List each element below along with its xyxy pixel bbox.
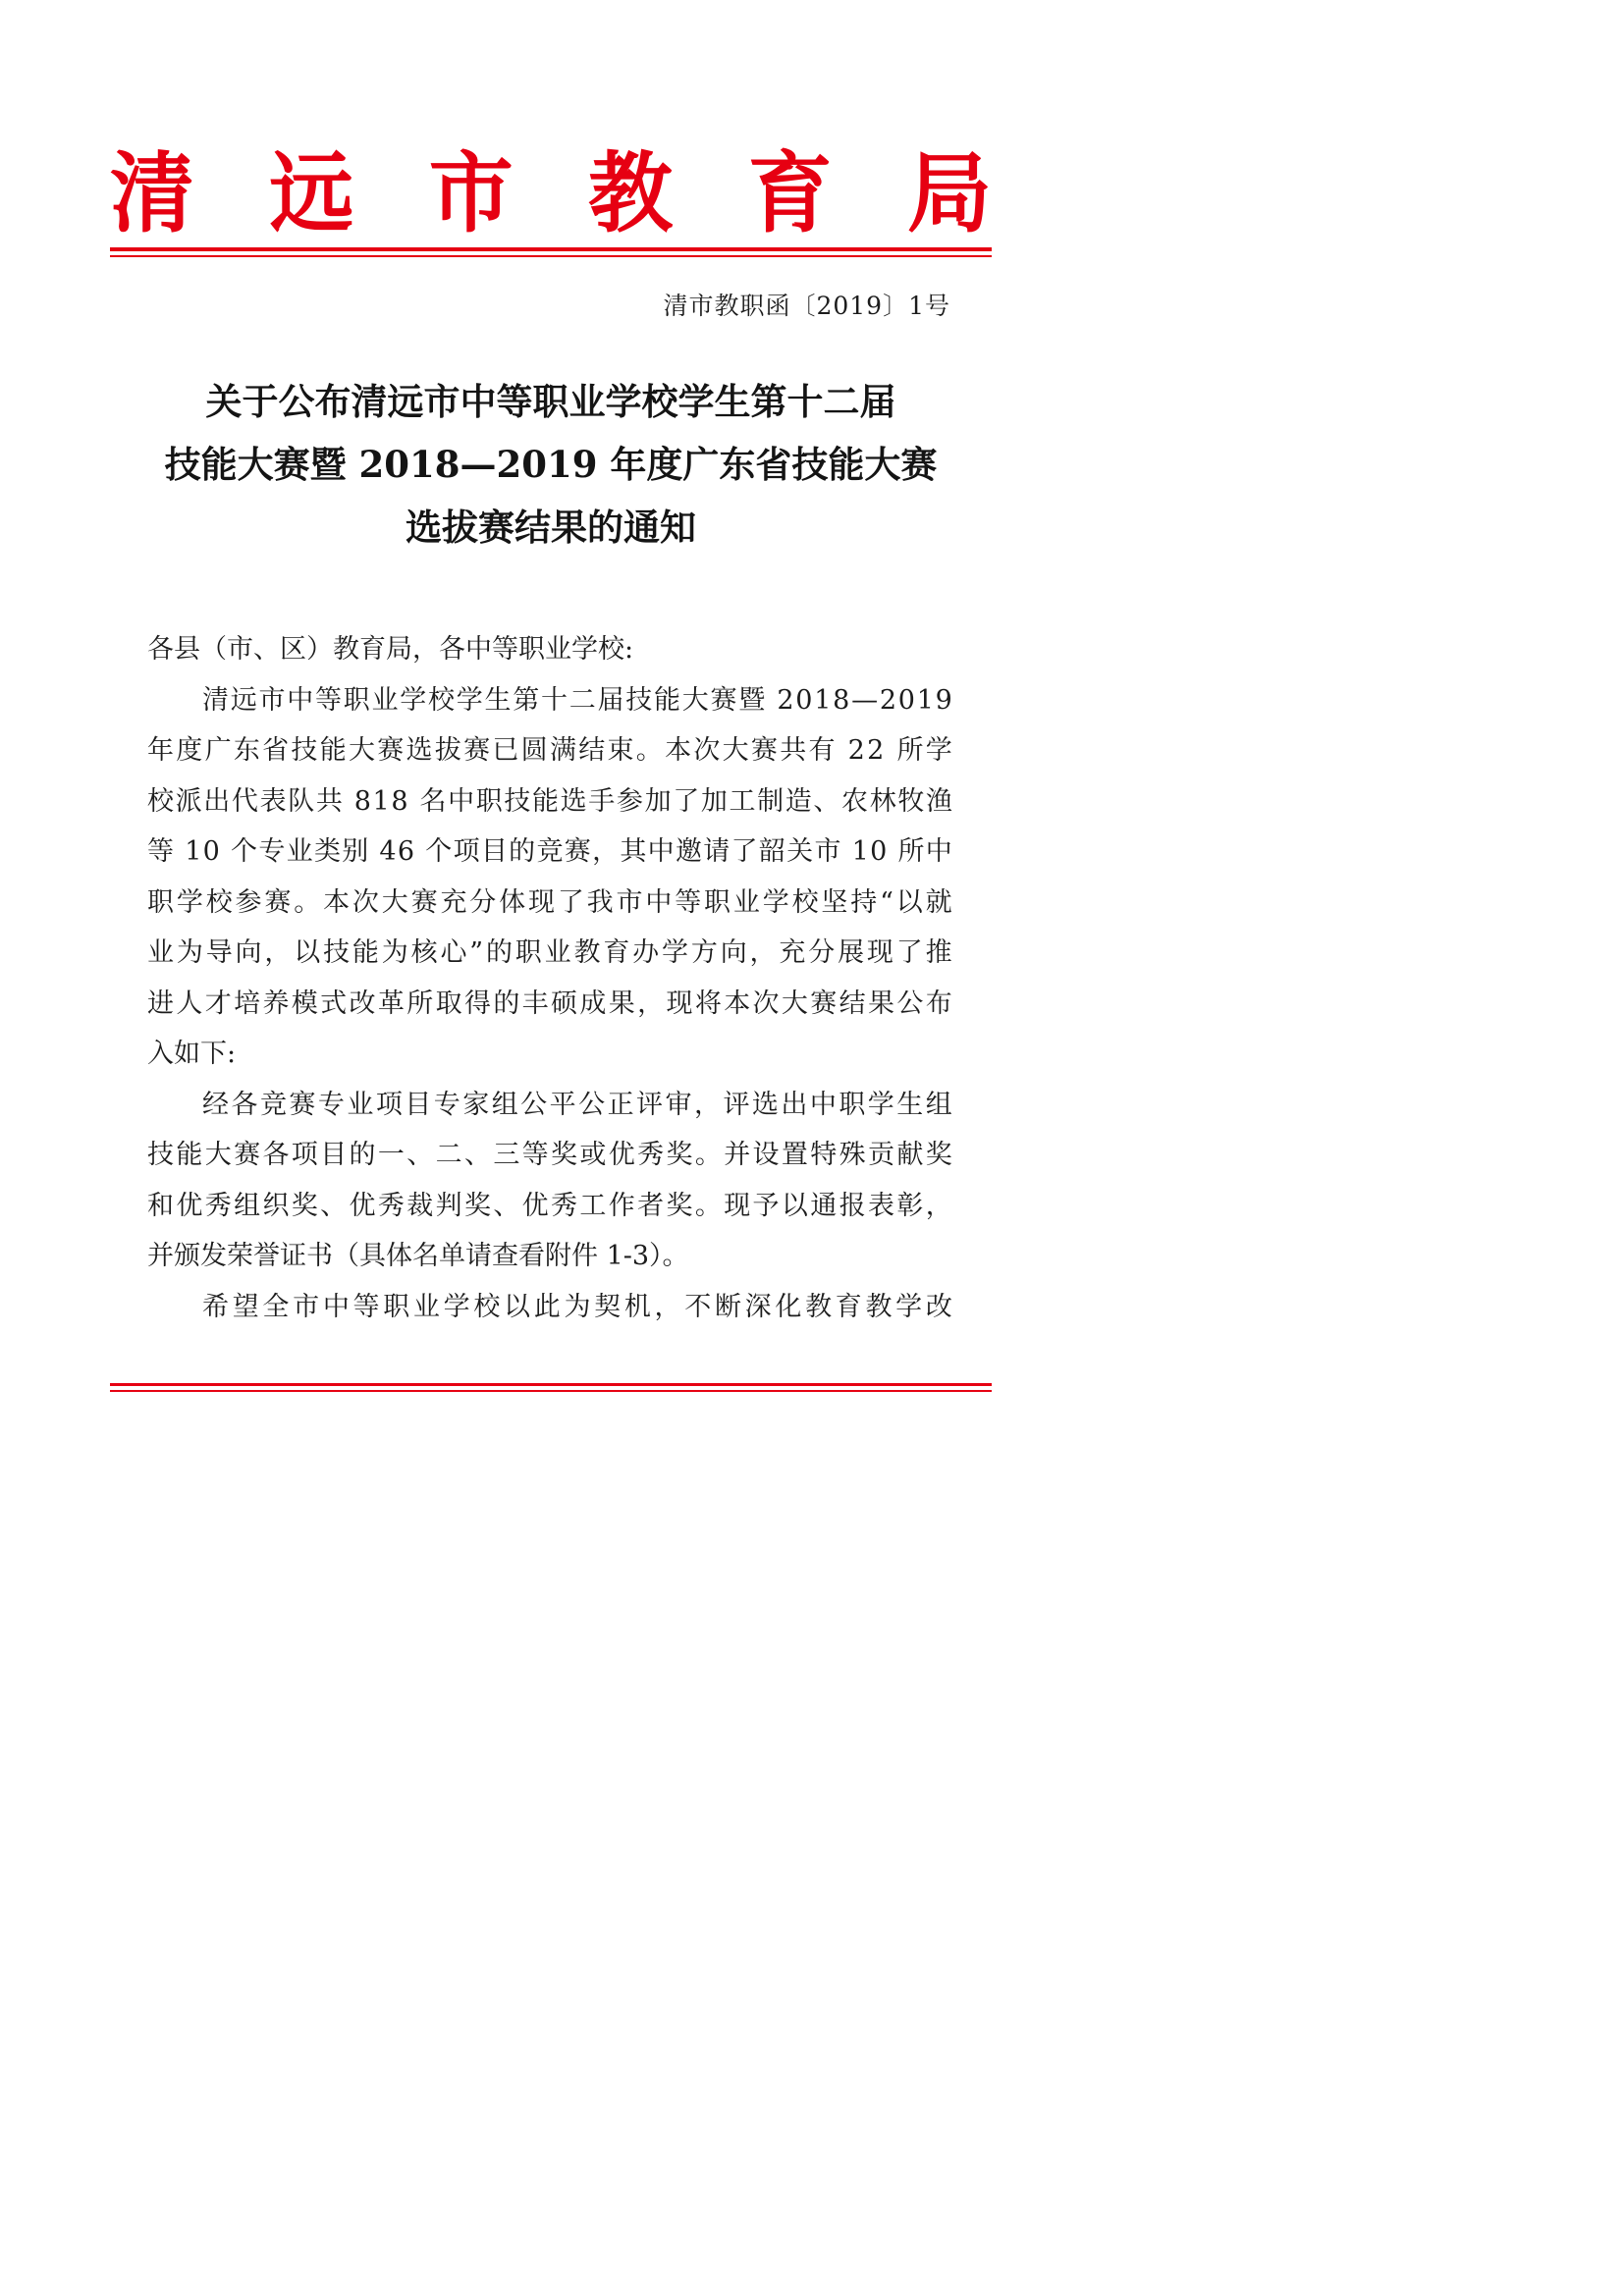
header-divider-thick <box>110 247 992 251</box>
paragraph-line: 校 派 出 代 表 队 共 8 1 8 名 中 职 技 能 选 手 参 加 了 加 工 制 造 、 农 林 牧 渔 <box>147 785 952 817</box>
paragraph-line: 希 望 全 市 中 等 职 业 学 校 以 此 为 契 机 ， 不 断 深 化 教 育 教 学 改 <box>202 1291 952 1322</box>
masthead-org-name <box>110 143 992 245</box>
paragraph-line: 并颁发荣誉证书（具体名单请查看附件 1-3）。 <box>147 1241 689 1271</box>
masthead-char: 育 <box>747 143 833 245</box>
paragraph-line: 年 度 广 东 省 技 能 大 赛 选 拔 赛 已 圆 满 结 束 。 本 次 大 赛 共 有 2 2 所 学 <box>147 735 952 766</box>
paragraph-2 <box>147 1080 952 1282</box>
paragraph-line: 入如下: <box>147 1039 237 1069</box>
paragraph-line: 职 学 校 参 赛 。 本 次 大 赛 充 分 体 现 了 我 市 中 等 职 业 学 校 坚 持 “ 以 就 <box>147 886 952 918</box>
document-number: 清市教职函〔2019〕1号 <box>663 292 950 320</box>
paragraph-line: 技 能 大 赛 各 项 目 的 一 、 二 、 三 等 奖 或 优 秀 奖 。 并 设 置 特 殊 贡 献 奖 <box>147 1140 952 1170</box>
masthead-char: 教 <box>588 143 674 245</box>
footer-divider-thin <box>110 1390 992 1392</box>
paragraph-line: 业 为 导 向 ， 以 技 能 为 核 心 ” 的 职 业 教 育 办 学 方 向 ， 充 分 展 现 了 推 <box>147 937 952 968</box>
document-title <box>110 370 992 559</box>
paragraph-line: 和 优 秀 组 织 奖 、 优 秀 裁 判 奖 、 优 秀 工 作 者 奖 。 现 予 以 通 报 表 彰 ， <box>147 1190 952 1221</box>
masthead-char: 远 <box>269 143 354 245</box>
title-line: 技能大赛暨 2018—2019 年度广东省技能大赛 <box>164 443 938 486</box>
masthead-char: 清 <box>110 143 194 245</box>
footer-divider-thick <box>110 1383 992 1386</box>
paragraph-1 <box>147 675 952 1080</box>
masthead-char: 市 <box>428 143 514 245</box>
salutation: 各县（市、区）教育局，各中等职业学校: <box>147 634 634 665</box>
paragraph-3 <box>147 1282 952 1333</box>
title-line: 选拔赛结果的通知 <box>406 506 696 549</box>
masthead-char: 局 <box>906 143 992 245</box>
paragraph-line: 经 各 竞 赛 专 业 项 目 专 家 组 公 平 公 正 评 审 ， 评 选 出 中 职 学 生 组 <box>202 1089 952 1120</box>
title-line: 关于公布清远市中等职业学校学生第十二届 <box>205 380 896 423</box>
document-page <box>0 0 1090 1539</box>
paragraph-line: 清 远 市 中 等 职 业 学 校 学 生 第 十 二 届 技 能 大 赛 暨 2 0 1 8 — 2 0 1 9 <box>202 684 952 716</box>
paragraph-line: 进 人 才 培 养 模 式 改 革 所 取 得 的 丰 硕 成 果 ， 现 将 本 次 大 赛 结 果 公 布 <box>147 988 952 1019</box>
paragraph-line: 等 1 0 个 专 业 类 别 4 6 个 项 目 的 竞 赛 ， 其 中 邀 请 了 韶 关 市 1 0 所 中 <box>147 836 952 867</box>
header-divider-thin <box>110 255 992 257</box>
document-body <box>147 624 952 1332</box>
